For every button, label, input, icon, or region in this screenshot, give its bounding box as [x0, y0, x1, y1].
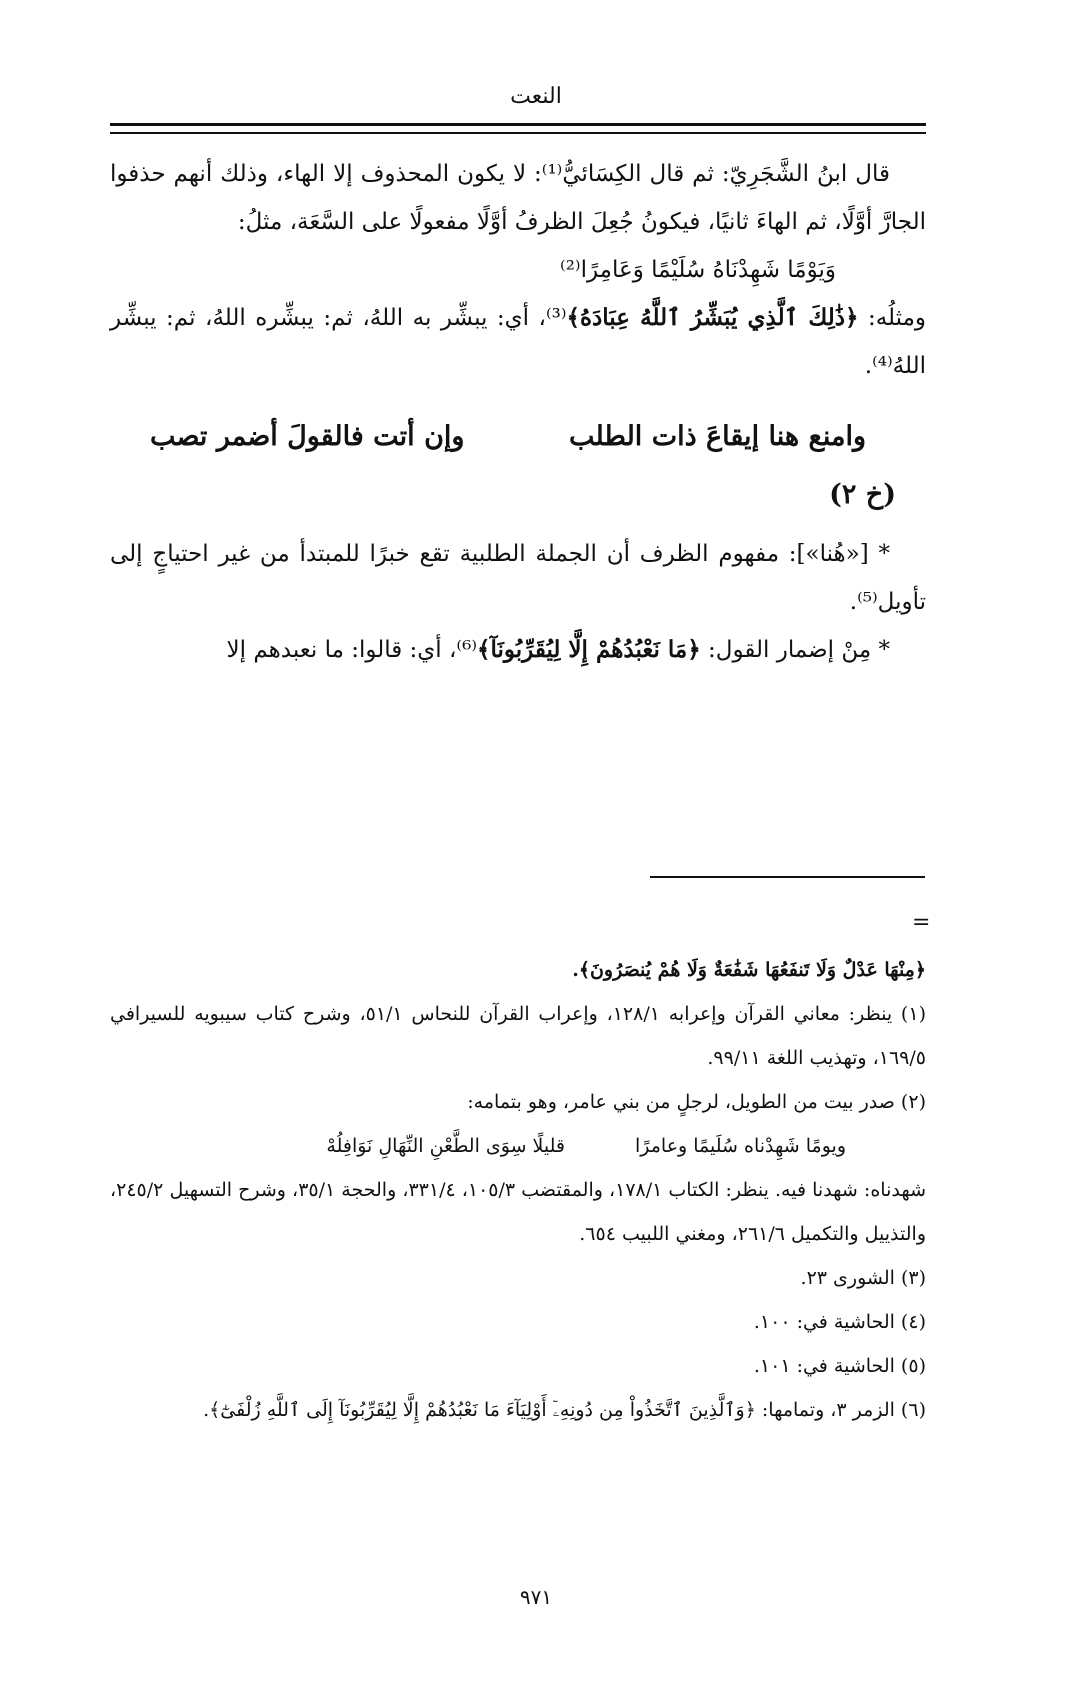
- continuation-mark: =: [912, 910, 931, 935]
- footnote-4: (٤) الحاشية في: ١٠٠.: [753, 1311, 926, 1333]
- paragraph-4: [110, 626, 926, 674]
- paragraph-2-prefix: ومثلُه:: [858, 305, 927, 331]
- paragraph-4-rest: ⁽⁶⁾، أي: قالوا: ما نعبدهم إلا: [226, 637, 477, 663]
- paragraph-2-rest: ⁽³⁾، أي: يبشِّر به اللهُ، ثم: يبشِّره اللهُ، ثم: يبشِّر اللهُ⁽⁴⁾.: [110, 305, 926, 379]
- footnote-2: (٢) صدر بيت من الطويل، لرجلٍ من بني عامر، وهو بتمامه:: [467, 1091, 926, 1113]
- cited-verse: وَيَوْمًا شَهِدْنَاهُ سُلَيْمًا وَعَامِرًا⁽²⁾: [560, 257, 836, 283]
- header-rule-thin: [110, 132, 926, 134]
- footnote-continuation: ﴿مِنْهَا عَدْلٌ وَلَا تَنفَعُهَا شَفَٰعَةٌ وَلَا هُمْ يُنصَرُونَ﴾.: [572, 959, 926, 981]
- footnote-3: (٣) الشورى ٢٣.: [800, 1267, 926, 1289]
- paragraph-4-prefix: * مِنْ إضمار القول:: [700, 637, 890, 663]
- paragraph-3: * [«هُنا»]: مفهوم الظرف أن الجملة الطلبية تقع خبرًا للمبتدأ من غير احتياجٍ إلى تأويل⁽⁵⁾.: [110, 541, 926, 615]
- footnote-verse-right: ويومًا شَهِدْناه سُلَيمًا وعامرًا: [634, 1135, 846, 1157]
- running-header: النعت: [510, 84, 562, 109]
- header-rule-thick: [110, 123, 926, 126]
- footnote-2-verse: [110, 1124, 926, 1168]
- alfiyya-verse: [110, 408, 926, 524]
- page-number: ٩٧١: [519, 1585, 553, 1609]
- quran-quote-2: ﴿مَا نَعْبُدُهُمْ إِلَّا لِيُقَرِّبُونَآ﴾: [476, 636, 701, 663]
- poem-row: [110, 408, 926, 466]
- main-text: [110, 150, 926, 674]
- poem-hemistich-left: وإن أتت فالقولَ أضمر تصب: [150, 421, 465, 452]
- footnote-2-continued: شهدناه: شهدنا فيه. ينظر: الكتاب ١٧٨/١، والمقتضب ١٠٥/٣، ٣٣١/٤، والحجة ٣٥/١، وشرح التسهيل ٢٤٥/٢، والتذييل والتكميل ٢٦١/٦، ومغني اللبيب ٦٥٤.: [110, 1179, 927, 1245]
- footnote-separator: [650, 876, 925, 878]
- footnote-6: (٦) الزمر ٣، وتمامها: ﴿وَٱلَّذِينَ ٱتَّخَذُواْ مِن دُونِهِۦٓ أَوْلِيَآءَ مَا نَعْبُدُهُمْ إِلَّا لِيُقَرِّبُونَآ إِلَى ٱللَّهِ زُلْفَىٰٓ﴾.: [203, 1399, 926, 1421]
- poem-hemistich-right: وامنع هنا إيقاعَ ذات الطلب: [568, 421, 866, 452]
- footnote-1: (١) ينظر: معاني القرآن وإعرابه ١٢٨/١، وإعراب القرآن للنحاس ٥١/١، وشرح كتاب سيبويه للسيرافي ١٦٩/٥، وتهذيب اللغة ٩٩/١١.: [110, 1003, 926, 1069]
- footnote-verse-left: قليلًا سِوَى الطَّعْنِ النِّهَالِ نَوَافِلُهْ: [326, 1135, 565, 1157]
- poem-code: (خ ٢): [829, 479, 896, 510]
- footnote-5: (٥) الحاشية في: ١٠١.: [753, 1355, 926, 1377]
- paragraph-1: قال ابنُ الشَّجَرِيّ: ثم قال الكِسَائيُّ⁽¹⁾: لا يكون المحذوف إلا الهاء، وذلك أنهم حذفوا الجارَّ أوَّلًا، ثم الهاءَ ثانيًا، فيكونُ جُعِلَ الظرفُ أوَّلًا مفعولًا على السَّعَة، مثلُ:: [110, 161, 926, 235]
- quran-quote-1: ﴿ذَٰلِكَ ٱلَّذِي يُبَشِّرُ ٱللَّهُ عِبَادَهُ﴾: [566, 304, 859, 331]
- paragraph-2: [110, 294, 926, 390]
- footnotes: [110, 948, 926, 1432]
